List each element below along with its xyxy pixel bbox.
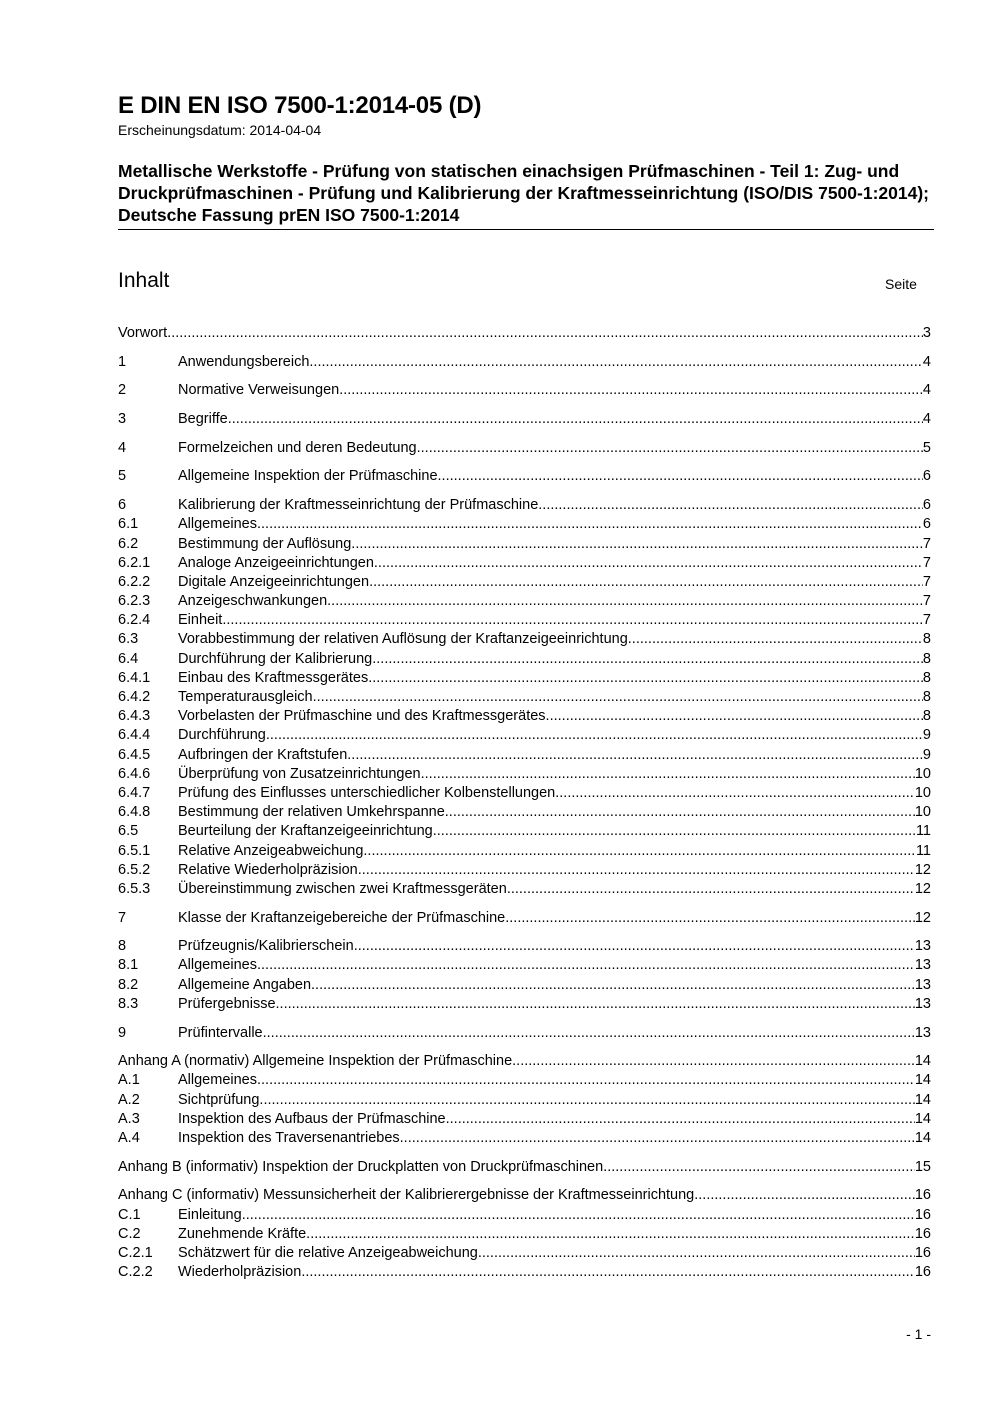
publication-date: Erscheinungsdatum: 2014-04-04 (118, 122, 322, 138)
toc-page-column-label: Seite (885, 276, 917, 292)
toc-entry[interactable] (118, 1244, 931, 1263)
toc-dot-leader (400, 1129, 915, 1148)
toc-entry-page: 16 (914, 1244, 931, 1261)
toc-entry-page: 13 (914, 976, 931, 993)
toc-entry-title: Prüfintervalle (178, 1024, 263, 1041)
toc-entry-title: Vorbelasten der Prüfmaschine und des Kraftmessgerätes (178, 708, 546, 725)
toc-dot-leader (266, 726, 923, 745)
toc-dot-leader (263, 1024, 915, 1043)
toc-entry-number: 6.2.4 (118, 612, 151, 629)
toc-entry-title: Prüfung des Einflusses unterschiedlicher Kolbenstellungen (178, 784, 556, 801)
toc-entry-number: 6 (118, 497, 127, 514)
toc-dot-leader (445, 803, 915, 822)
toc-entry-page: 12 (914, 909, 931, 926)
toc-entry[interactable] (118, 467, 931, 486)
toc-entry[interactable] (118, 976, 931, 995)
toc-dot-leader (339, 381, 923, 400)
toc-entry-page: 13 (914, 957, 931, 974)
toc-entry-number: A.2 (118, 1091, 140, 1108)
toc-entry-title: Analoge Anzeigeeinrichtungen (178, 554, 374, 571)
toc-dot-leader (301, 1263, 915, 1282)
toc-entry-page: 16 (914, 1187, 931, 1204)
toc-dot-leader (603, 1158, 915, 1177)
toc-dot-leader (555, 784, 915, 803)
toc-entry[interactable] (118, 1024, 931, 1043)
toc-entry-title: Einheit (178, 612, 223, 629)
toc-entry-title: Schätzwert für die relative Anzeigeabweichung (178, 1244, 478, 1261)
toc-entry[interactable] (118, 880, 931, 899)
toc-entry[interactable] (118, 1129, 931, 1148)
toc-entry[interactable] (118, 439, 931, 458)
toc-entry-title: Vorwort (118, 325, 168, 341)
toc-entry[interactable] (118, 496, 931, 515)
toc-entry[interactable] (118, 353, 931, 372)
toc-entry-page: 14 (914, 1110, 931, 1127)
toc-entry-number: C.2.1 (118, 1244, 153, 1261)
toc-entry-page: 10 (914, 804, 931, 821)
toc-entry[interactable] (118, 861, 931, 880)
toc-entry-number: 6.4.3 (118, 708, 151, 725)
toc-entry-number: 1 (118, 353, 127, 370)
toc-entry-page: 5 (922, 439, 931, 456)
toc-entry[interactable] (118, 515, 931, 534)
toc-entry-page: 6 (922, 516, 931, 533)
toc-dot-leader (257, 515, 923, 534)
toc-entry-number: 6.5.2 (118, 861, 151, 878)
toc-entry-title: Prüfzeugnis/Kalibrierschein (178, 938, 354, 955)
toc-entry-page: 4 (922, 353, 931, 370)
toc-entry-page: 4 (922, 411, 931, 428)
toc-entry-number: A.4 (118, 1129, 140, 1146)
toc-entry-title: Anhang B (informativ) Inspektion der Druckplatten von Druckprüfmaschinen (118, 1158, 604, 1175)
toc-entry[interactable] (118, 573, 931, 592)
toc-dot-leader (433, 822, 916, 841)
toc-entry-page: 7 (922, 612, 931, 629)
toc-entry-page: 7 (922, 593, 931, 610)
toc-entry-title: Beurteilung der Kraftanzeigeeinrichtung (178, 823, 433, 840)
toc-entry-title: Formelzeichen und deren Bedeutung (178, 439, 417, 456)
toc-entry-page: 7 (922, 554, 931, 571)
toc-entry[interactable] (118, 995, 931, 1014)
toc-entry[interactable] (118, 909, 931, 928)
toc-entry-page: 14 (914, 1072, 931, 1089)
toc-dot-leader (276, 995, 915, 1014)
toc-entry-title: Anhang C (informativ) Messunsicherheit der Kalibrierergebnisse der Kraftmesseinrichtung (118, 1187, 695, 1204)
title-divider (118, 229, 934, 230)
toc-dot-leader (421, 765, 915, 784)
toc-entry-title: Aufbringen der Kraftstufen (178, 746, 348, 763)
toc-entry-title: Temperaturausgleich (178, 689, 313, 705)
toc-entry-title: Begriffe (178, 411, 228, 428)
toc-entry-title: Bestimmung der Auflösung (178, 535, 352, 552)
toc-entry-number: 6.3 (118, 631, 139, 648)
toc-dot-leader (354, 937, 915, 956)
toc-entry[interactable] (118, 669, 931, 688)
toc-entry-title: Durchführung (178, 727, 266, 744)
toc-entry[interactable] (118, 1110, 931, 1129)
toc-entry-page: 9 (922, 746, 931, 763)
toc-dot-leader (512, 1052, 915, 1071)
toc-entry-title: Prüfergebnisse (178, 995, 276, 1012)
toc-entry[interactable] (118, 410, 931, 429)
toc-entry-number: C.1 (118, 1206, 141, 1223)
toc-entry-number: 8.1 (118, 957, 139, 974)
toc-entry-page: 8 (922, 650, 931, 667)
toc-entry-number: C.2.2 (118, 1264, 153, 1281)
toc-entry-number: 6.2.3 (118, 593, 151, 610)
toc-dot-leader (694, 1186, 915, 1205)
toc-entry-title: Klasse der Kraftanzeigebereiche der Prüfmaschine (178, 909, 506, 926)
document-subtitle: Metallische Werkstoffe - Prüfung von statischen einachsigen Prüfmaschinen - Teil 1: Zug- und Druckprüfmaschinen - Prüfung und Kalibrierung der Kraftmesseinrichtung (ISO/DIS 7500-1:2014); Deutsche Fassung prEN ISO 7500-1:2014 (118, 161, 929, 225)
toc-entry-number: 6.4.6 (118, 765, 151, 782)
toc-entry-page: 13 (914, 1024, 931, 1041)
toc-entry-title: Digitale Anzeigeeinrichtungen (178, 573, 370, 590)
toc-entry[interactable] (118, 381, 931, 400)
toc-dot-leader (358, 861, 915, 880)
toc-entry-title: Relative Anzeigeabweichung (178, 842, 364, 859)
toc-entry-title: Vorabbestimmung der relativen Auflösung der Kraftanzeigeeinrichtung (178, 631, 628, 648)
toc-entry-number: 4 (118, 439, 127, 456)
toc-entry-title: Einleitung (178, 1206, 242, 1223)
toc-entry[interactable] (118, 956, 931, 975)
toc-entry-page: 8 (922, 669, 931, 686)
toc-entry-page: 15 (914, 1158, 931, 1175)
toc-entry-number: 8.2 (118, 976, 139, 993)
toc-dot-leader (259, 1091, 914, 1110)
toc-entry[interactable] (118, 1263, 931, 1282)
toc-entry-page: 13 (914, 995, 931, 1012)
toc-dot-leader (351, 535, 923, 554)
toc-dot-leader (446, 1110, 915, 1129)
toc-entry-title: Kalibrierung der Kraftmesseinrichtung der Prüfmaschine (178, 497, 539, 514)
toc-entry-number: 6.4.5 (118, 746, 151, 763)
toc-entry-number: 3 (118, 411, 127, 428)
toc-entry-page: 8 (922, 631, 931, 648)
toc-entry-title: Allgemeines (178, 957, 257, 974)
toc-entry-number: 6.2 (118, 535, 139, 552)
toc-entry-number: 6.4.2 (118, 689, 151, 705)
toc-dot-leader (167, 324, 923, 343)
toc-entry-page: 4 (922, 382, 931, 399)
toc-entry[interactable] (118, 746, 931, 765)
toc-entry-number: A.3 (118, 1110, 140, 1127)
toc-entry[interactable] (118, 650, 931, 669)
toc-entry-number: 7 (118, 909, 127, 926)
toc-dot-leader (311, 976, 915, 995)
toc-entry[interactable] (118, 592, 931, 611)
toc-entry-title: Allgemeines (178, 516, 257, 533)
toc-entry-page: 11 (915, 842, 931, 859)
toc-dot-leader (505, 909, 915, 928)
toc-entry[interactable] (118, 937, 931, 956)
toc-entry[interactable] (118, 324, 931, 343)
toc-entry-page: 16 (914, 1225, 931, 1242)
toc-entry-title: Normative Verweisungen (178, 382, 340, 399)
toc-dot-leader (222, 611, 923, 630)
toc-dot-leader (538, 496, 923, 515)
toc-entry[interactable] (118, 1186, 931, 1205)
toc-entry-title: Allgemeines (178, 1072, 257, 1089)
toc-entry-page: 14 (914, 1091, 931, 1108)
toc-entry-page: 12 (914, 880, 931, 897)
toc-entry-page: 6 (922, 497, 931, 514)
toc-entry[interactable] (118, 688, 931, 707)
toc-entry-page: 16 (914, 1264, 931, 1281)
toc-dot-leader (306, 1225, 915, 1244)
table-of-contents (118, 324, 931, 1282)
toc-entry-number: 6.2.2 (118, 573, 151, 590)
toc-entry[interactable] (118, 765, 931, 784)
toc-entry-page: 13 (914, 938, 931, 955)
toc-entry[interactable] (118, 630, 931, 649)
toc-entry[interactable] (118, 1091, 931, 1110)
toc-entry[interactable] (118, 707, 931, 726)
toc-entry[interactable] (118, 784, 931, 803)
toc-entry-title: Einbau des Kraftmessgerätes (178, 669, 369, 686)
toc-dot-leader (228, 410, 923, 429)
toc-entry-title: Inspektion des Traversenantriebes (178, 1129, 400, 1146)
toc-entry[interactable] (118, 1225, 931, 1244)
toc-entry-title: Relative Wiederholpräzision (178, 861, 358, 878)
toc-entry-title: Allgemeine Angaben (178, 976, 312, 993)
toc-entry-page: 14 (914, 1053, 931, 1070)
toc-entry-page: 11 (915, 823, 931, 840)
toc-entry-number: A.1 (118, 1072, 140, 1089)
toc-entry-number: 2 (118, 382, 127, 399)
toc-entry[interactable] (118, 1071, 931, 1090)
toc-dot-leader (257, 956, 915, 975)
toc-dot-leader (242, 1206, 915, 1225)
toc-entry[interactable] (118, 842, 931, 861)
toc-entry[interactable] (118, 554, 931, 573)
toc-entry-number: 6.5 (118, 823, 139, 840)
toc-entry[interactable] (118, 611, 931, 630)
toc-entry[interactable] (118, 1158, 931, 1177)
toc-entry-number: 6.1 (118, 516, 139, 533)
toc-entry-page: 10 (914, 765, 931, 782)
toc-entry-number: 5 (118, 468, 127, 485)
toc-dot-leader (507, 880, 915, 899)
page-number: - 1 - (906, 1326, 931, 1342)
toc-dot-leader (309, 353, 923, 372)
toc-entry-number: 6.2.1 (118, 554, 151, 571)
toc-entry[interactable] (118, 803, 931, 822)
toc-entry-title: Bestimmung der relativen Umkehrspanne (178, 804, 445, 821)
document-title: E DIN EN ISO 7500-1:2014-05 (D) (118, 92, 482, 119)
toc-entry-page: 7 (922, 573, 931, 590)
toc-dot-leader (438, 467, 923, 486)
toc-entry-title: Anwendungsbereich (178, 353, 310, 370)
toc-entry[interactable] (118, 822, 931, 841)
toc-dot-leader (417, 439, 923, 458)
toc-entry-number: 6.5.1 (118, 842, 151, 859)
toc-dot-leader (372, 650, 923, 669)
toc-entry-page: 16 (914, 1206, 931, 1223)
toc-entry-title: Allgemeine Inspektion der Prüfmaschine (178, 468, 438, 485)
toc-entry-title: Zunehmende Kräfte (178, 1225, 307, 1242)
toc-entry-number: 8.3 (118, 995, 139, 1012)
toc-entry-number: 6.4.8 (118, 804, 151, 821)
toc-dot-leader (628, 630, 923, 649)
toc-entry-number: 9 (118, 1024, 127, 1041)
toc-entry[interactable] (118, 535, 931, 554)
toc-entry-title: Wiederholpräzision (178, 1264, 302, 1281)
toc-dot-leader (363, 842, 916, 861)
toc-dot-leader (374, 554, 923, 573)
toc-entry-page: 8 (922, 708, 931, 725)
toc-dot-leader (368, 669, 923, 688)
toc-dot-leader (347, 746, 923, 765)
toc-dot-leader (369, 573, 923, 592)
toc-entry-page: 12 (914, 861, 931, 878)
toc-dot-leader (313, 688, 923, 707)
toc-entry-number: 6.4 (118, 650, 139, 667)
toc-entry-page: 10 (914, 784, 931, 801)
toc-dot-leader (327, 592, 923, 611)
toc-heading: Inhalt (118, 269, 170, 292)
toc-entry-title: Überprüfung von Zusatzeinrichtungen (178, 765, 421, 782)
toc-entry-page: 3 (922, 325, 931, 341)
toc-entry-page: 8 (922, 689, 931, 705)
toc-entry-number: 6.5.3 (118, 880, 151, 897)
toc-entry-number: 6.4.1 (118, 669, 151, 686)
toc-entry-page: 9 (922, 727, 931, 744)
toc-entry-title: Anhang A (normativ) Allgemeine Inspektion der Prüfmaschine (118, 1053, 513, 1070)
toc-entry-number: 6.4.4 (118, 727, 151, 744)
toc-entry[interactable] (118, 726, 931, 745)
toc-dot-leader (257, 1071, 915, 1090)
toc-entry-page: 6 (922, 468, 931, 485)
toc-entry-title: Inspektion des Aufbaus der Prüfmaschine (178, 1110, 446, 1127)
toc-entry-page: 14 (914, 1129, 931, 1146)
toc-dot-leader (546, 707, 923, 726)
toc-entry-number: 8 (118, 938, 127, 955)
toc-dot-leader (478, 1244, 915, 1263)
toc-entry-title: Anzeigeschwankungen (178, 593, 328, 610)
toc-entry[interactable] (118, 1052, 931, 1071)
toc-entry[interactable] (118, 1206, 931, 1225)
toc-entry-number: 6.4.7 (118, 784, 151, 801)
toc-entry-title: Übereinstimmung zwischen zwei Kraftmessgeräten (178, 880, 507, 897)
toc-entry-page: 7 (922, 535, 931, 552)
toc-entry-title: Durchführung der Kalibrierung (178, 650, 373, 667)
toc-entry-title: Sichtprüfung (178, 1091, 260, 1108)
toc-entry-number: C.2 (118, 1225, 141, 1242)
